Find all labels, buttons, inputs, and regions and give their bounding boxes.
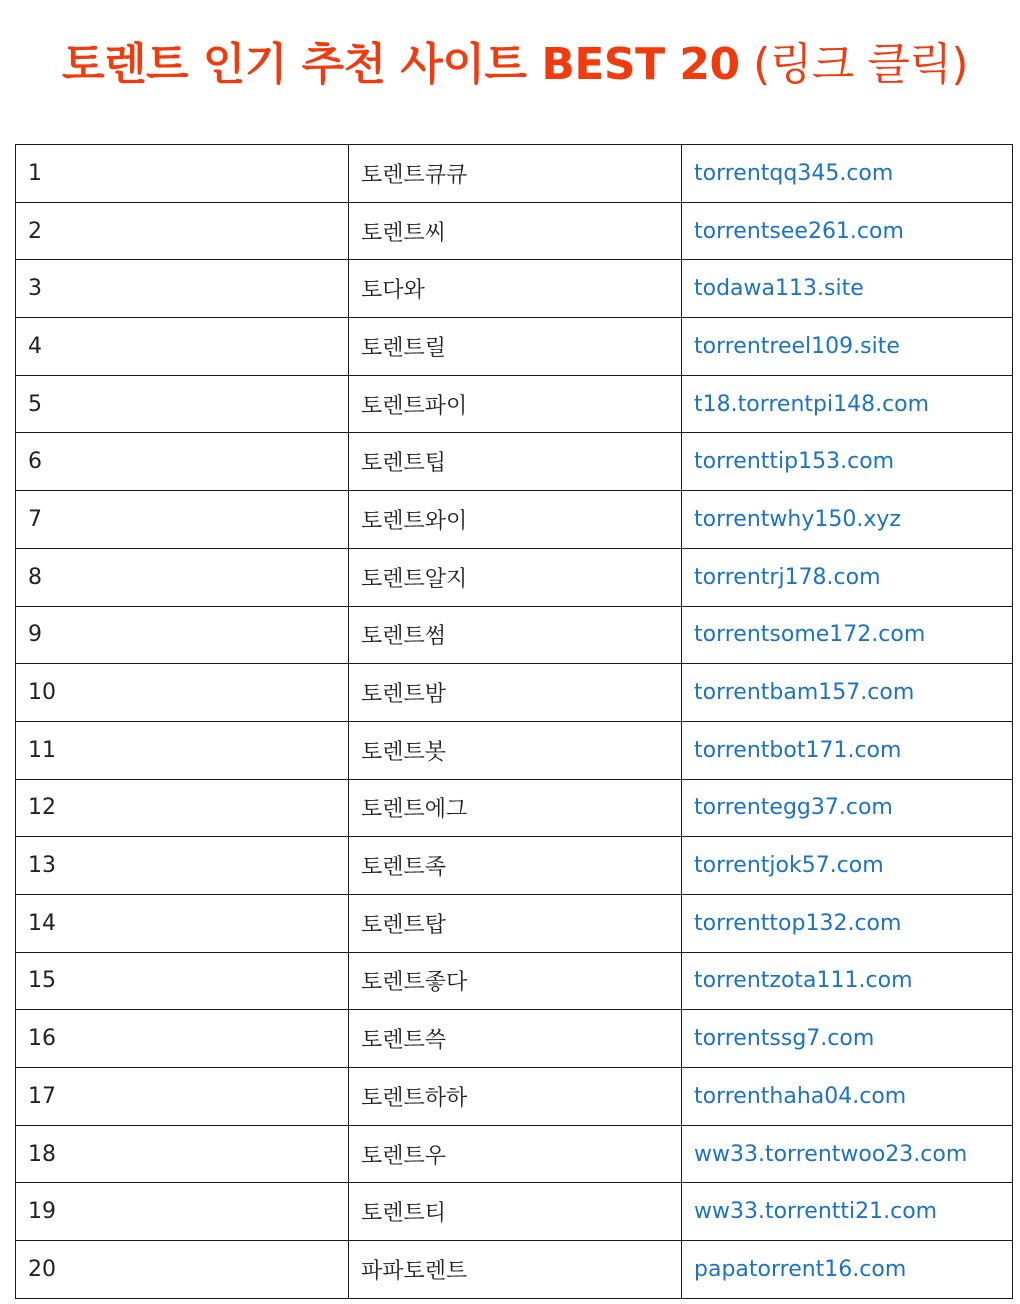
table-row — [16, 1068, 1013, 1126]
site-name-cell: 토렌트탑 — [349, 894, 682, 952]
site-name-cell: 토렌트봇 — [349, 721, 682, 779]
site-link[interactable]: torrentbot171.com — [694, 737, 902, 763]
site-link[interactable]: torrenttip153.com — [694, 449, 895, 475]
site-url-cell — [682, 664, 1013, 722]
site-url-cell — [682, 952, 1013, 1010]
site-url-cell — [682, 1010, 1013, 1068]
site-link[interactable]: torrentsome172.com — [694, 622, 926, 648]
site-url-cell — [682, 894, 1013, 952]
site-link[interactable]: torrentwhy150.xyz — [694, 506, 901, 532]
site-name-cell: 토렌트와이 — [349, 491, 682, 549]
table-row — [16, 1010, 1013, 1068]
table-row — [16, 1183, 1013, 1241]
site-url-cell — [682, 548, 1013, 606]
rank-cell: 6 — [16, 433, 349, 491]
rank-cell: 8 — [16, 548, 349, 606]
site-name-cell: 토렌트파이 — [349, 375, 682, 433]
site-link[interactable]: torrentrj178.com — [694, 564, 881, 590]
rank-cell: 11 — [16, 721, 349, 779]
torrent-site-table — [15, 144, 1013, 1299]
rank-cell: 5 — [16, 375, 349, 433]
site-name-cell: 토렌트알지 — [349, 548, 682, 606]
table-row — [16, 1125, 1013, 1183]
site-url-cell — [682, 375, 1013, 433]
table-row — [16, 1241, 1013, 1299]
site-name-cell: 토렌트우 — [349, 1125, 682, 1183]
table-row — [16, 433, 1013, 491]
site-url-cell — [682, 837, 1013, 895]
site-url-cell — [682, 260, 1013, 318]
table-row — [16, 894, 1013, 952]
site-link[interactable]: torrenthaha04.com — [694, 1083, 907, 1109]
table-row — [16, 260, 1013, 318]
site-link[interactable]: todawa113.site — [694, 276, 864, 302]
table-row — [16, 779, 1013, 837]
site-link[interactable]: torrentzota111.com — [694, 968, 913, 994]
site-name-cell: 토렌트족 — [349, 837, 682, 895]
site-name-cell: 토렌트큐큐 — [349, 145, 682, 203]
page-title-note: (링크 클릭) — [739, 39, 968, 91]
site-name-cell: 토렌트티 — [349, 1183, 682, 1241]
site-link[interactable]: torrentbam157.com — [694, 680, 915, 706]
site-name-cell: 파파토렌트 — [349, 1241, 682, 1299]
torrent-site-table-body — [16, 145, 1013, 1299]
table-row — [16, 202, 1013, 260]
site-name-cell: 토렌트하하 — [349, 1068, 682, 1126]
site-url-cell — [682, 721, 1013, 779]
table-row — [16, 606, 1013, 664]
rank-cell: 16 — [16, 1010, 349, 1068]
site-link[interactable]: torrentreel109.site — [694, 333, 900, 359]
site-name-cell: 토렌트릴 — [349, 318, 682, 376]
table-row — [16, 952, 1013, 1010]
site-url-cell — [682, 779, 1013, 837]
site-link[interactable]: ww33.torrentti21.com — [694, 1199, 938, 1225]
rank-cell: 12 — [16, 779, 349, 837]
rank-cell: 3 — [16, 260, 349, 318]
rank-cell: 10 — [16, 664, 349, 722]
table-row — [16, 837, 1013, 895]
site-name-cell: 토렌트에그 — [349, 779, 682, 837]
site-name-cell: 토다와 — [349, 260, 682, 318]
rank-cell: 19 — [16, 1183, 349, 1241]
site-name-cell: 토렌트씨 — [349, 202, 682, 260]
site-link[interactable]: t18.torrentpi148.com — [694, 391, 930, 417]
site-link[interactable]: torrentsee261.com — [694, 218, 904, 244]
rank-cell: 20 — [16, 1241, 349, 1299]
site-name-cell: 토렌트썸 — [349, 606, 682, 664]
site-url-cell — [682, 1183, 1013, 1241]
site-link[interactable]: torrenttop132.com — [694, 910, 902, 936]
site-url-cell — [682, 1068, 1013, 1126]
site-link[interactable]: torrentssg7.com — [694, 1026, 875, 1052]
site-name-cell: 토렌트팁 — [349, 433, 682, 491]
table-row — [16, 318, 1013, 376]
table-row — [16, 548, 1013, 606]
site-link[interactable]: papatorrent16.com — [694, 1256, 907, 1282]
site-name-cell: 토렌트쓱 — [349, 1010, 682, 1068]
rank-cell: 7 — [16, 491, 349, 549]
site-url-cell — [682, 433, 1013, 491]
site-url-cell — [682, 145, 1013, 203]
table-row — [16, 375, 1013, 433]
rank-cell: 2 — [16, 202, 349, 260]
site-name-cell: 토렌트밤 — [349, 664, 682, 722]
site-url-cell — [682, 202, 1013, 260]
site-url-cell — [682, 606, 1013, 664]
page-title — [0, 35, 1020, 95]
rank-cell: 17 — [16, 1068, 349, 1126]
table-row — [16, 721, 1013, 779]
table-row — [16, 664, 1013, 722]
table-row — [16, 145, 1013, 203]
site-url-cell — [682, 1241, 1013, 1299]
rank-cell: 4 — [16, 318, 349, 376]
site-link[interactable]: ww33.torrentwoo23.com — [694, 1141, 968, 1167]
rank-cell: 18 — [16, 1125, 349, 1183]
rank-cell: 1 — [16, 145, 349, 203]
page-title-main: 토렌트 인기 추천 사이트 BEST 20 — [62, 39, 740, 91]
site-url-cell — [682, 318, 1013, 376]
site-link[interactable]: torrentegg37.com — [694, 795, 893, 821]
rank-cell: 13 — [16, 837, 349, 895]
site-link[interactable]: torrentqq345.com — [694, 160, 894, 186]
site-name-cell: 토렌트좋다 — [349, 952, 682, 1010]
rank-cell: 15 — [16, 952, 349, 1010]
table-row — [16, 491, 1013, 549]
rank-cell: 9 — [16, 606, 349, 664]
site-url-cell — [682, 491, 1013, 549]
rank-cell: 14 — [16, 894, 349, 952]
site-link[interactable]: torrentjok57.com — [694, 853, 884, 879]
site-url-cell — [682, 1125, 1013, 1183]
